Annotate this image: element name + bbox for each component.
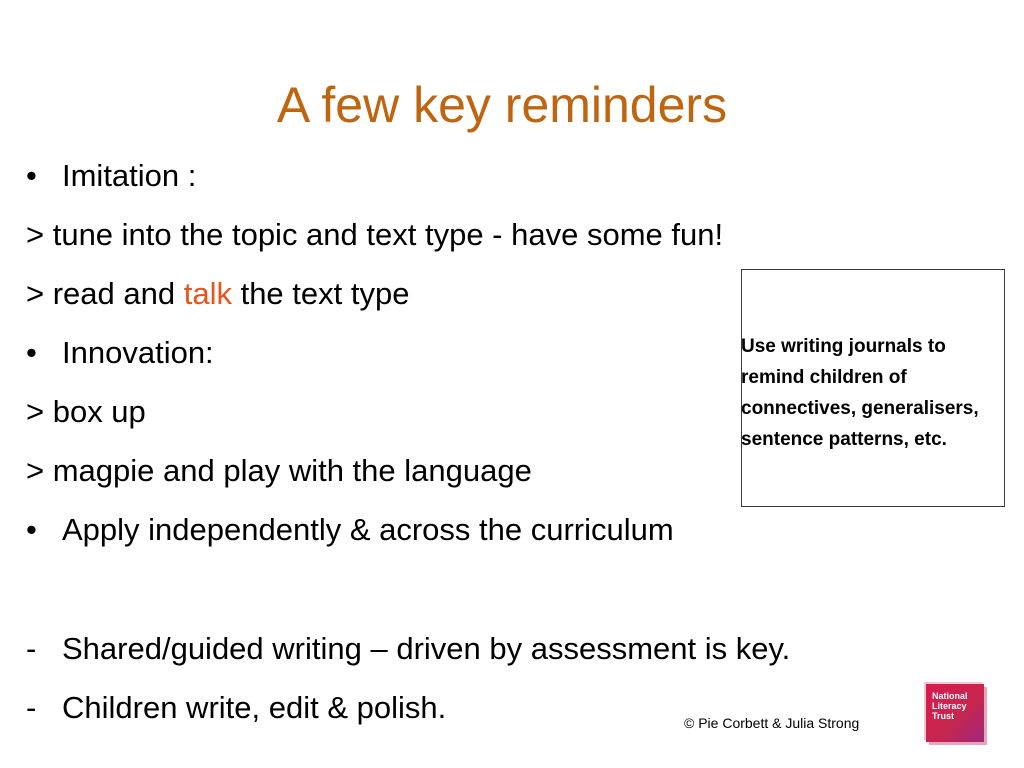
national-literacy-trust-logo: National Literacy Trust [926, 684, 984, 742]
dash-children-write [26, 688, 446, 728]
bullet-imitation [26, 156, 196, 196]
sub-point-box-up [26, 392, 146, 432]
note-text: Use writing journals to remind children of connectives, generalisers, sentence patterns, etc. [741, 336, 979, 450]
dash-marker: - [26, 690, 37, 725]
bullet-marker: • [26, 158, 37, 193]
sub-point-magpie [26, 451, 532, 491]
dash-text: Shared/guided writing – driven by assessment is key. [62, 631, 791, 666]
bullet-text: Apply independently & across the curriculum [62, 512, 674, 547]
sub-point-text: > tune into the topic and text type - have some fun! [26, 217, 724, 252]
bullet-text: Innovation: [62, 335, 214, 370]
bullet-marker: • [26, 335, 37, 370]
sub-point-text: > box up [26, 394, 146, 429]
sub-point-text-before: > read and [26, 276, 184, 311]
dash-text: Children write, edit & polish. [62, 690, 447, 725]
sub-point-text-after: the text type [231, 276, 410, 311]
copyright-notice: © Pie Corbett & Julia Strong [684, 715, 860, 731]
sub-point-text: > magpie and play with the language [26, 453, 532, 488]
dash-shared-writing [26, 629, 790, 669]
bullet-marker: • [26, 512, 37, 547]
sub-point-read-talk [26, 274, 409, 314]
bullet-text: Imitation : [62, 158, 197, 193]
slide-title: A few key reminders [276, 77, 728, 133]
dash-marker: - [26, 631, 37, 666]
bullet-apply [26, 510, 674, 550]
sub-point-tune-in [26, 215, 723, 255]
bullet-innovation [26, 333, 214, 373]
highlight-word: talk [183, 276, 232, 311]
